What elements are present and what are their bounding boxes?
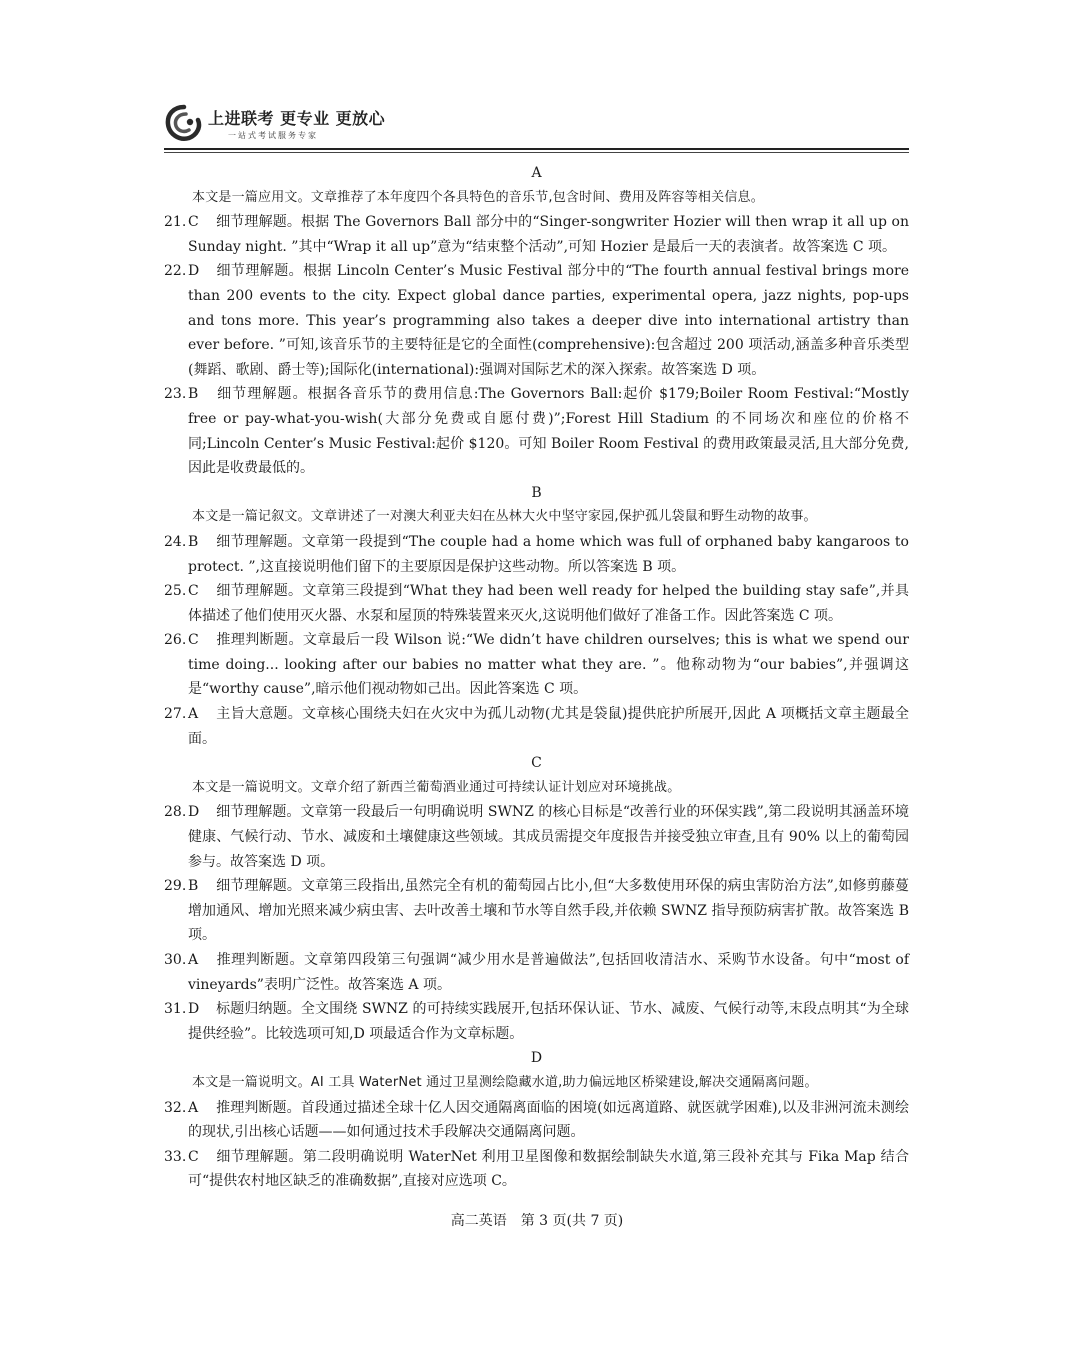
section-intro: 本文是一篇说明文。AI 工具 WaterNet 通过卫星测绘隐藏水道,助力偏远地区桥梁建设,解决交通隔离问题。 — [192, 1074, 818, 1090]
answer-item — [164, 530, 909, 579]
page-header — [164, 102, 909, 150]
section-title: C — [531, 755, 542, 772]
page-footer: 高二英语 第 3 页(共 7 页) — [450, 1213, 624, 1229]
answer-explanation: 推理判断题。首段通过描述全球十亿人因交通隔离面临的困境(如远离道路、就医就学困难),以及非洲河流未测绘的现状,引出核心话题——如何通过技术手段解决交通隔离问题。 — [188, 1099, 909, 1141]
answer-letter: C — [188, 214, 199, 231]
answer-item — [164, 997, 909, 1046]
question-number: 26. — [164, 632, 187, 649]
answer-letter: D — [188, 804, 200, 821]
answer-letter: B — [188, 533, 199, 550]
answer-item — [164, 210, 909, 259]
answer-letter: B — [188, 878, 199, 895]
answer-item — [164, 948, 909, 997]
answer-letter: A — [188, 706, 199, 723]
answer-item — [164, 579, 909, 628]
question-number: 30. — [164, 952, 187, 968]
answer-explanation: 细节理解题。根据 Lincoln Center’s Music Festival 部分中的“The fourth annual festival brings more than 200 events to the city. Expect global dance parties, experimental opera, jazz nights, pop-ups and tons more. This year’s programming also takes a deeper dive into international artistry than ever before. ”可知,该音乐节的主要特征是它的全面性(comprehensive):包含超过 200 项活动,涵盖多种音乐类型(舞蹈、歌剧、爵士等);国际化(international):强调对国际艺术的深入探索。故答案选 D 项。 — [188, 263, 909, 378]
answer-explanation: 细节理解题。文章第三段提到“What they had been well ready for helped the building stay safe”,并具体描述了他们使用灭火器、水泵和屋顶的特殊装置来灭火,这说明他们做好了准备工作。因此答案选 C 项。 — [188, 583, 909, 624]
answer-explanation: 细节理解题。文章第一段提到“The couple had a home which was full of orphaned baby kangaroos to protect. ”,这直接说明他们留下的主要原因是保护这些动物。所以答案选 B 项。 — [188, 533, 909, 575]
question-number: 28. — [164, 804, 187, 821]
question-number: 22. — [164, 263, 187, 280]
question-number: 29. — [164, 878, 187, 895]
answer-letter: A — [188, 1099, 199, 1116]
section-intro: 本文是一篇说明文。文章介绍了新西兰葡萄酒业通过可持续认证计划应对环境挑战。 — [192, 779, 681, 795]
brand-slogan: 上进联考 更专业 更放心 — [208, 109, 386, 128]
answer-explanation: 细节理解题。第二段明确说明 WaterNet 利用卫星图像和数据绘制缺失水道,第三段补充其与 Fika Map 结合可“提供农村地区缺乏的准确数据”,直接对应选项 C。 — [188, 1148, 909, 1190]
question-number: 33. — [164, 1148, 187, 1165]
answer-item — [164, 702, 909, 751]
header-rule-thick — [164, 148, 909, 150]
answer-letter: C — [188, 632, 199, 649]
question-number: 24. — [164, 533, 187, 550]
question-number: 25. — [164, 583, 187, 600]
answer-letter: A — [188, 952, 199, 968]
answer-item — [164, 800, 909, 874]
section-intro: 本文是一篇记叙文。文章讲述了一对澳大利亚夫妇在丛林大火中坚守家园,保护孤儿袋鼠和野生动物的故事。 — [192, 509, 817, 525]
answer-item — [164, 382, 909, 480]
section-intro: 本文是一篇应用文。文章推荐了本年度四个各具特色的音乐节,包含时间、费用及阵容等相关信息。 — [192, 189, 764, 205]
answer-item — [164, 1096, 909, 1145]
answer-explanation: 推理判断题。文章第四段第三句强调“减少用水是普遍做法”,包括回收清洁水、采购节水设备。句中“most of vineyards”表明广泛性。故答案选 A 项。 — [188, 952, 909, 993]
answer-item — [164, 259, 909, 382]
answer-explanation: 细节理解题。根据 The Governors Ball 部分中的“Singer-songwriter Hozier will then wrap it all up on Sunday night. ”其中“Wrap it all up”意为“结束整个活动”,可知 Hozier 是最后一天的表演者。故答案选 C 项。 — [188, 214, 909, 255]
question-number: 21. — [164, 214, 187, 231]
question-number: 32. — [164, 1099, 187, 1116]
answer-letter: C — [188, 1148, 199, 1165]
answer-explanation: 标题归纳题。全文围绕 SWNZ 的可持续实践展开,包括环保认证、节水、减废、气候行动等,末段点明其“为全球提供经验”。比较选项可知,D 项最适合作为文章标题。 — [188, 1001, 909, 1042]
answer-item — [164, 628, 909, 702]
answer-explanation: 细节理解题。文章第一段最后一句明确说明 SWNZ 的核心目标是“改善行业的环保实践”,第二段说明其涵盖环境健康、气候行动、节水、减废和土壤健康这些领域。其成员需提交年度报告并接受独立审查,且有 90% 以上的葡萄园参与。故答案选 D 项。 — [188, 804, 909, 870]
section-title: A — [531, 165, 542, 181]
answer-item — [164, 874, 909, 948]
answer-explanation: 细节理解题。文章第三段指出,虽然完全有机的葡萄园占比小,但“大多数使用环保的病虫害防治方法”,如修剪藤蔓增加通风、增加光照来减少病虫害、去叶改善土壤和节水等自然手段,并依赖 SWNZ 指导预防病害扩散。故答案选 B 项。 — [188, 878, 909, 944]
answer-explanation: 推理判断题。文章最后一段 Wilson 说:“We didn’t have children ourselves; this is what we spend our time doing... looking after our babies no matter what they are. ”。他称动物为“our babies”,并强调这是“worthy cause”,暗示他们视动物如己出。因此答案选 C 项。 — [188, 632, 909, 698]
answer-letter: D — [188, 263, 200, 280]
section-title: B — [531, 484, 542, 501]
question-number: 31. — [164, 1001, 187, 1018]
answer-letter: B — [188, 386, 199, 403]
answer-key-content — [164, 161, 909, 1194]
answer-explanation: 细节理解题。根据各音乐节的费用信息:The Governors Ball:起价 $179;Boiler Room Festival:“Mostly free or pay-what-you-wish(大部分免费或自愿付费)”;Forest Hill Stadium 的不同场次和座位的价格不同;Lincoln Center’s Music Festival:起价 $120。可知 Boiler Room Festival 的费用政策最灵活,且大部分免费,因此是收费最低的。 — [188, 386, 909, 477]
answer-letter: D — [188, 1001, 200, 1018]
answer-letter: C — [188, 583, 199, 600]
answer-item — [164, 1145, 909, 1194]
answer-explanation: 主旨大意题。文章核心围绕夫妇在火灾中为孤儿动物(尤其是袋鼠)提供庇护所展开,因此 A 项概括文章主题最全面。 — [188, 706, 909, 747]
question-number: 27. — [164, 706, 187, 723]
section-title: D — [530, 1050, 543, 1067]
brand-subtitle: 一站式考试服务专家 — [228, 131, 318, 140]
swirl-logo-icon — [164, 104, 204, 144]
header-rule-thin — [164, 152, 909, 153]
question-number: 23. — [164, 386, 187, 403]
